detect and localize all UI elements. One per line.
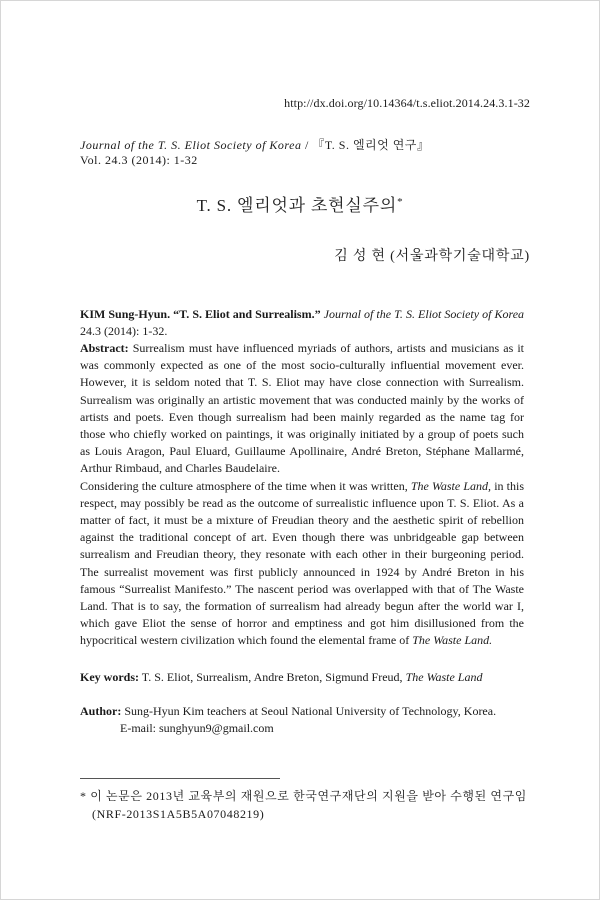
citation-author: KIM Sung-Hyun. <box>80 307 171 321</box>
journal-name <box>80 137 429 153</box>
abstract-text-2-italic-end: The Waste Land. <box>412 633 493 648</box>
abstract-text-2a: Considering the culture atmosphere of the time when it was written, <box>80 478 411 493</box>
abstract-text-1: Surrealism must have influenced myriads of authors, artists and musicians as it was commonly expected as one of the most socio-culturally influential movement ever. However, it is seldom noted that T. S. Eliot may have close connection with Surrealism. Surrealism was originally an artistic movement that was conducted mainly by the works of artists and poets. Even though surrealism had been mainly regarded as the name tag for those who chiefly worked on paintings, it was originally initiated by a group of poets such as Louis Aragon, Paul Eluard, Guillaume Apollinaire, André Breton, Stéphane Mallarmé, Arthur Rimbaud, and Charles Baudelaire. <box>80 341 524 476</box>
abstract-paragraph-2 <box>80 478 524 650</box>
keywords-label: Key words: <box>80 670 139 684</box>
title-footnote-mark: * <box>397 196 404 208</box>
abstract <box>80 340 524 650</box>
citation-details: 24.3 (2014): 1-32. <box>80 324 168 339</box>
abstract-text-2b: in this respect, may possibly be read as the outcome of surrealistic influence upon T. S. Eliot. As a matter of fact, it must be a mixture of Freudian theory and the aesthetic spirit of rebellion against the traditional concept of art. Even though there was unbridgeable gap between surrealism and Freudian theory, they resonate with each other in their burgeoning period. The surrealist movement was first publicly announced in 1924 by André Breton in his famous “Surrealist Manifesto.” The nascent period was overlapped with that of The Waste Land. That is to say, the formation of surrealism had already begun after the world war I, which gave Eliot the sense of horror and emptiness and got him disillusioned from the hypocritical western civilization which found the elemental frame of <box>80 478 525 648</box>
journal-title-english: Journal of the T. S. Eliot Society of Korea <box>80 138 302 152</box>
volume-info: Vol. 24.3 (2014): 1-32 <box>80 153 198 167</box>
author-info <box>80 703 524 737</box>
keywords-italic: The Waste Land <box>405 670 483 684</box>
journal-title-korean: 『T. S. 엘리엇 연구』 <box>312 138 430 152</box>
author-info-text: Sung-Hyun Kim teachers at Seoul National University of Technology, Korea. <box>124 704 497 718</box>
keywords-list: T. S. Eliot, Surrealism, Andre Breton, Sigmund Freud, <box>141 670 403 684</box>
author-name: 김 성 현 <box>334 249 386 264</box>
abstract-label: Abstract: <box>80 341 129 355</box>
article-title <box>0 191 600 216</box>
footnote-text: * 이 논문은 2013년 교육부의 재원으로 한국연구재단의 지원을 받아 수행된 연구임 <box>80 789 527 803</box>
abstract-paragraph-1 <box>80 340 524 478</box>
author-affiliation: (서울과학기술대학교) <box>390 249 530 264</box>
citation-article: “T. S. Eliot and Surrealism.” <box>173 307 321 321</box>
citation-journal: Journal of the T. S. Eliot Society of Korea <box>323 307 525 321</box>
abstract-text-2-italic: The Waste Land, <box>410 478 492 493</box>
author-info-label: Author: <box>80 704 122 718</box>
footnote <box>80 787 530 823</box>
article-title-text: T. S. 엘리엇과 초현실주의 <box>196 196 398 215</box>
doi-link[interactable]: http://dx.doi.org/10.14364/t.s.eliot.2014.24.3.1-32 <box>284 96 530 110</box>
citation <box>80 306 524 340</box>
author-email[interactable]: E-mail: sunghyun9@gmail.com <box>120 721 274 736</box>
journal-separator: / <box>301 138 313 152</box>
author-byline <box>334 245 530 265</box>
keywords <box>80 669 524 686</box>
footnote-grant-number: (NRF-2013S1A5B5A07048219) <box>92 807 265 821</box>
footnote-divider <box>80 778 280 779</box>
